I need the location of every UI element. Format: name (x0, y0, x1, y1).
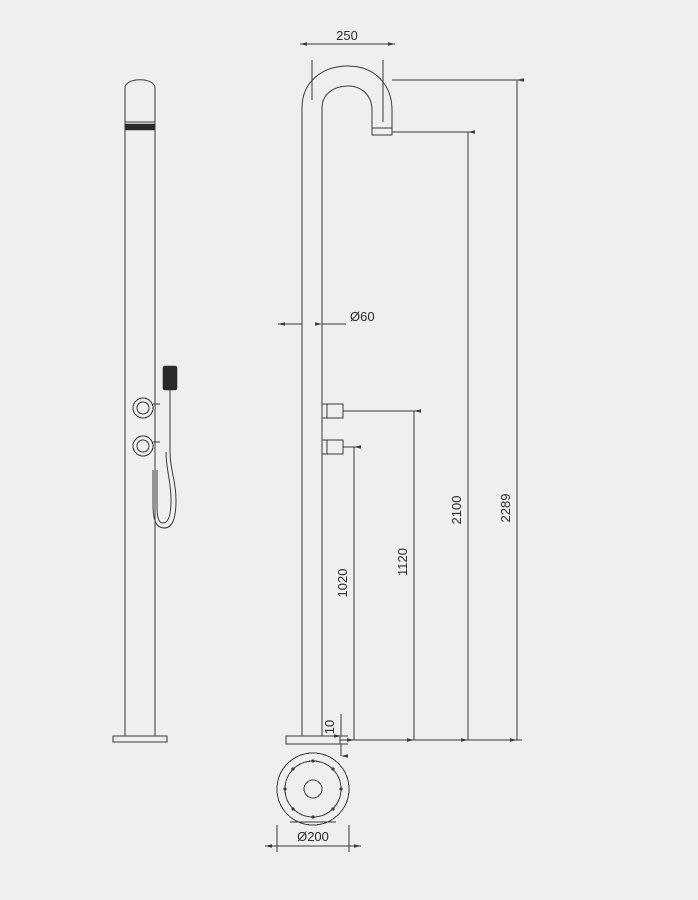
side-column-top-cap (125, 80, 155, 88)
base-bolt-hole (311, 815, 314, 818)
side-upper-control-knob-inner (137, 402, 149, 414)
side-cap-seam-band (125, 124, 155, 130)
dim-10-label: 10 (322, 719, 337, 735)
base-plan-view (277, 753, 349, 825)
dim-1120-label: 1120 (395, 548, 410, 576)
base-bolt-hole (331, 767, 334, 770)
side-elevation-view (113, 80, 177, 742)
dimension-column-diameter (278, 309, 375, 324)
base-plate-center-hole (304, 780, 322, 798)
base-bolt-hole (283, 787, 286, 790)
dim-1020-label: 1020 (335, 568, 350, 598)
base-bolt-hole (291, 767, 294, 770)
front-gooseneck-outer (302, 66, 392, 736)
dimension-lower-control-height (335, 447, 360, 740)
side-upper-control-knob (133, 398, 153, 418)
side-lower-control-knob (133, 436, 153, 456)
front-spout-outlet-rim (372, 128, 392, 135)
dimension-upper-control-height (343, 411, 420, 740)
base-bolt-hole (311, 759, 314, 762)
side-hose-loop-inner (157, 452, 171, 523)
side-base-plate (113, 736, 167, 742)
dimension-spout-reach (300, 28, 395, 122)
side-hose-loop (153, 452, 176, 528)
base-plate-outer-circle (277, 753, 349, 825)
dimension-base-plate-diameter (265, 825, 361, 852)
front-upper-control-body (322, 404, 343, 418)
dim-d200-label: Ø200 (297, 829, 329, 844)
base-bolt-hole (291, 807, 294, 810)
front-lower-control-body (322, 440, 343, 454)
dimension-shower-head-height (392, 132, 474, 740)
base-bolt-hole (339, 787, 342, 790)
base-bolt-hole (331, 807, 334, 810)
front-base-plate (286, 736, 340, 744)
side-lower-control-knob-inner (137, 440, 149, 452)
side-handshower-head (163, 366, 177, 390)
dimension-overall-height (340, 80, 522, 740)
dimension-base-plate-thickness (286, 714, 348, 756)
dim-2289-label: 2289 (498, 493, 513, 523)
dim-d60-label: Ø60 (350, 309, 375, 324)
dim-250-label: 250 (336, 28, 358, 43)
dim-2100-label: 2100 (449, 495, 464, 525)
front-elevation-view (286, 66, 392, 744)
